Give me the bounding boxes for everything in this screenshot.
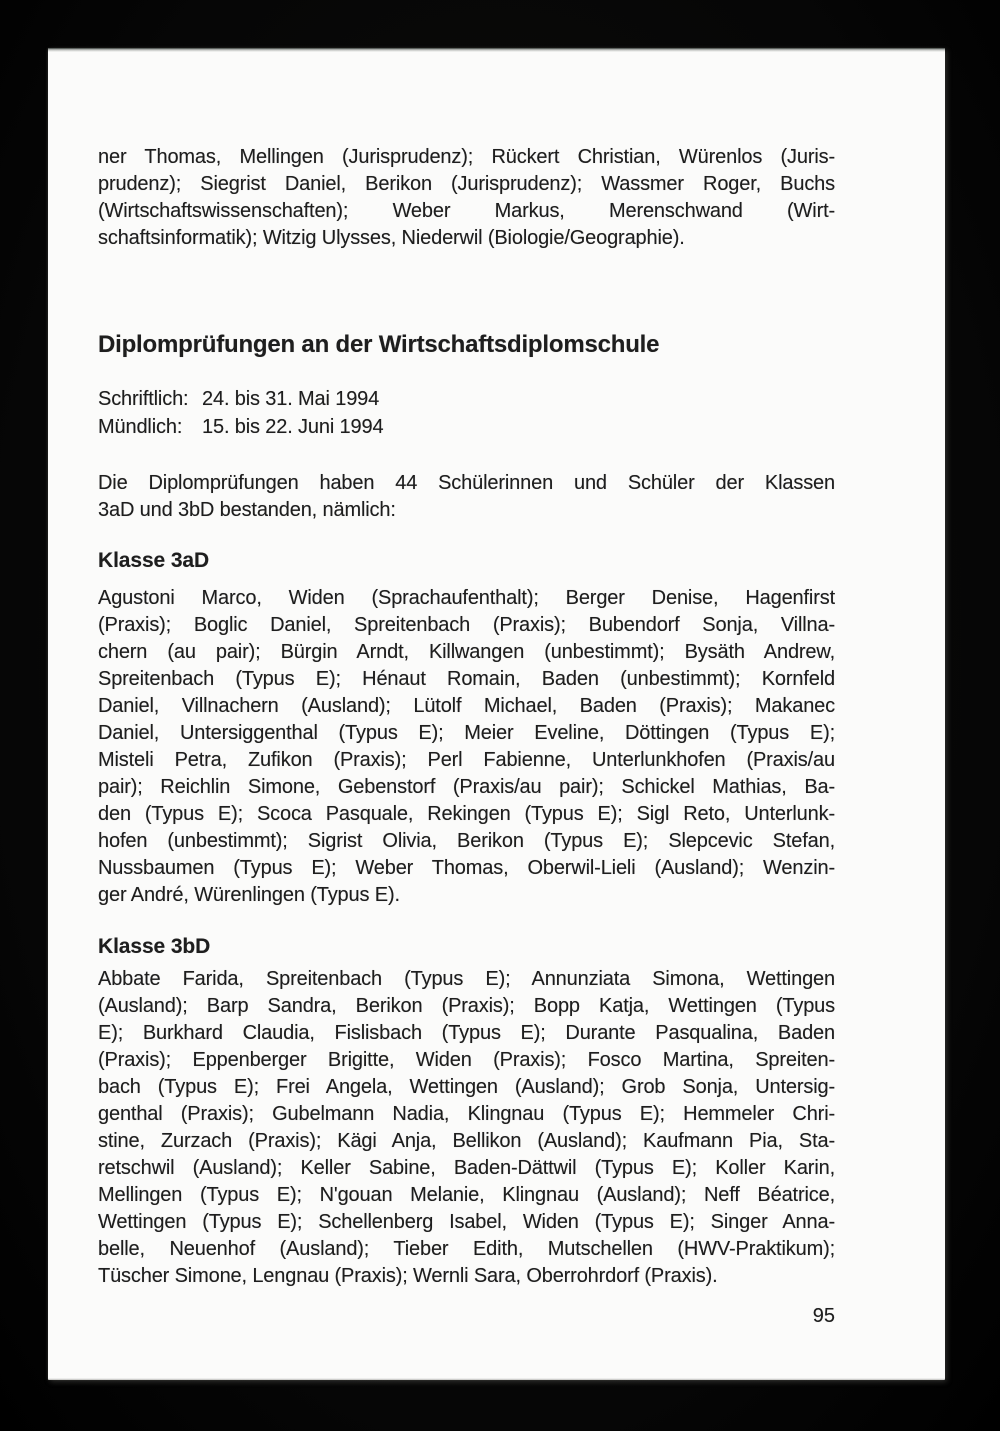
- schedule-value-oral: 15. bis 22. Juni 1994: [202, 416, 384, 438]
- text-line: Mellingen (Typus E); N'gouan Melanie, Klingnau (Ausland); Neff Béatrice,: [98, 1184, 835, 1206]
- text-line: (Praxis); Boglic Daniel, Spreitenbach (Praxis); Bubendorf Sonja, Villna-: [98, 614, 835, 636]
- text-line: Tüscher Simone, Lengnau (Praxis); Wernli Sara, Oberrohrdorf (Praxis).: [98, 1265, 718, 1287]
- intro-paragraph: [98, 470, 835, 524]
- text-line: Daniel, Untersiggenthal (Typus E); Meier Eveline, Döttingen (Typus E);: [98, 722, 835, 744]
- text-line: ner Thomas, Mellingen (Jurisprudenz); Rückert Christian, Würenlos (Juris-: [98, 146, 835, 168]
- text-line: (Praxis); Eppenberger Brigitte, Widen (Praxis); Fosco Martina, Spreiten-: [98, 1049, 835, 1071]
- text-line: Agustoni Marco, Widen (Sprachaufenthalt); Berger Denise, Hagenfirst: [98, 587, 835, 609]
- text-line: (Wirtschaftswissenschaften); Weber Markus, Merenschwand (Wirt-: [98, 200, 835, 222]
- continuation-paragraph: [98, 144, 835, 252]
- document-page: [48, 48, 945, 1380]
- schedule-label-written: Schriftlich:: [98, 388, 189, 410]
- text-line: schaftsinformatik); Witzig Ulysses, Niederwil (Biologie/Geographie).: [98, 227, 685, 249]
- schedule-row-written: [98, 385, 835, 413]
- text-line: bach (Typus E); Frei Angela, Wettingen (Ausland); Grob Sonja, Untersig-: [98, 1076, 835, 1098]
- text-line: genthal (Praxis); Gubelmann Nadia, Klingnau (Typus E); Hemmeler Chri-: [98, 1103, 835, 1125]
- schedule-value-written: 24. bis 31. Mai 1994: [202, 388, 380, 410]
- page-number: 95: [812, 1305, 835, 1327]
- text-line: (Ausland); Barp Sandra, Berikon (Praxis); Bopp Katja, Wettingen (Typus: [98, 995, 835, 1017]
- text-line: chern (au pair); Bürgin Arndt, Killwangen (unbestimmt); Bysäth Andrew,: [98, 641, 835, 663]
- text-line: Wettingen (Typus E); Schellenberg Isabel, Widen (Typus E); Singer Anna-: [98, 1211, 835, 1233]
- text-line: Daniel, Villnachern (Ausland); Lütolf Michael, Baden (Praxis); Makanec: [98, 695, 835, 717]
- text-line: ger André, Würenlingen (Typus E).: [98, 884, 400, 906]
- section-title-klasse-3bd: Klasse 3bD: [98, 935, 211, 958]
- text-line: Abbate Farida, Spreitenbach (Typus E); Annunziata Simona, Wettingen: [98, 968, 835, 990]
- text-line: hofen (unbestimmt); Sigrist Olivia, Berikon (Typus E); Slepcevic Stefan,: [98, 830, 835, 852]
- exam-schedule: [98, 385, 835, 441]
- section-title-klasse-3ad: Klasse 3aD: [98, 549, 210, 572]
- text-line: Spreitenbach (Typus E); Hénaut Romain, Baden (unbestimmt); Kornfeld: [98, 668, 835, 690]
- class-3bd-graduate-list: [98, 966, 835, 1290]
- text-line: den (Typus E); Scoca Pasquale, Rekingen (Typus E); Sigl Reto, Unterlunk-: [98, 803, 835, 825]
- schedule-label-oral: Mündlich:: [98, 416, 183, 438]
- text-line: stine, Zurzach (Praxis); Kägi Anja, Bellikon (Ausland); Kaufmann Pia, Sta-: [98, 1130, 835, 1152]
- text-line: Die Diplomprüfungen haben 44 Schülerinnen und Schüler der Klassen: [98, 472, 835, 494]
- text-line: Nussbaumen (Typus E); Weber Thomas, Oberwil-Lieli (Ausland); Wenzin-: [98, 857, 835, 879]
- schedule-row-oral: [98, 413, 835, 441]
- text-line: 3aD und 3bD bestanden, nämlich:: [98, 499, 396, 521]
- text-line: belle, Neuenhof (Ausland); Tieber Edith, Mutschellen (HWV-Praktikum);: [98, 1238, 835, 1260]
- text-line: pair); Reichlin Simone, Gebenstorf (Praxis/au pair); Schickel Mathias, Ba-: [98, 776, 835, 798]
- text-line: E); Burkhard Claudia, Fislisbach (Typus E); Durante Pasqualina, Baden: [98, 1022, 835, 1044]
- page-title: Diplomprüfungen an der Wirtschaftsdiplomschule: [98, 331, 660, 358]
- text-line: prudenz); Siegrist Daniel, Berikon (Jurisprudenz); Wassmer Roger, Buchs: [98, 173, 835, 195]
- class-3ad-graduate-list: [98, 585, 835, 909]
- text-line: retschwil (Ausland); Keller Sabine, Baden-Dättwil (Typus E); Koller Karin,: [98, 1157, 835, 1179]
- text-line: Misteli Petra, Zufikon (Praxis); Perl Fabienne, Unterlunkhofen (Praxis/au: [98, 749, 835, 771]
